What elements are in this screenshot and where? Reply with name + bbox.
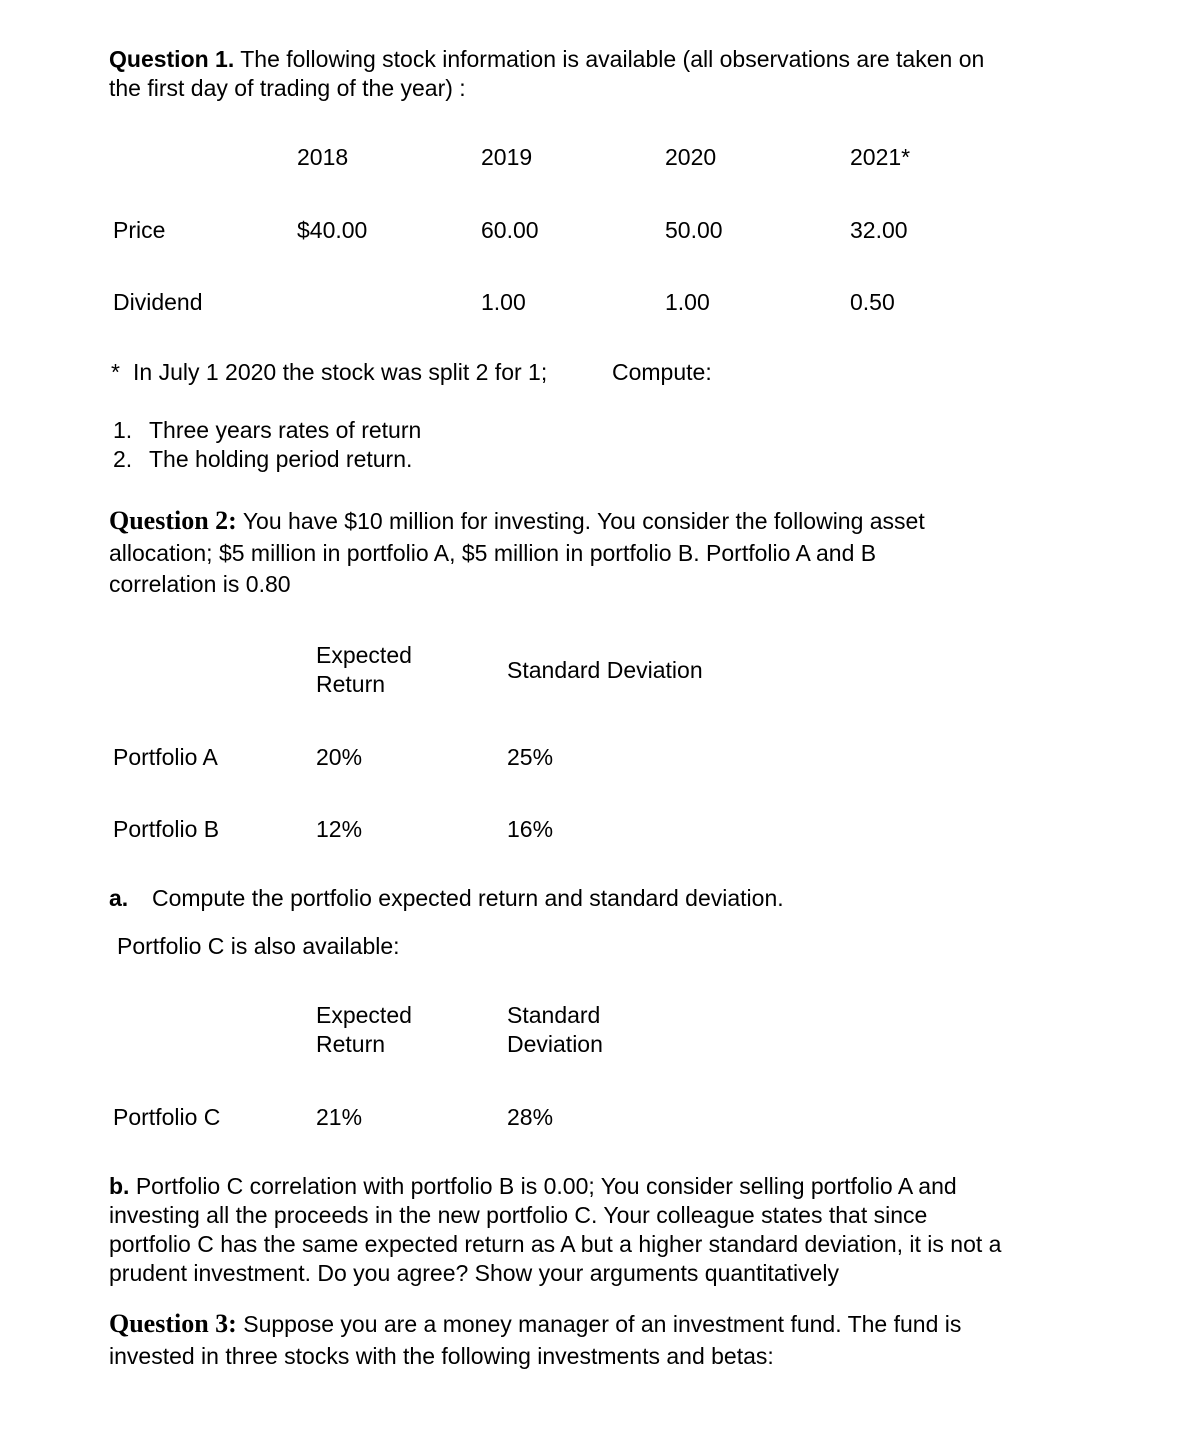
table2-header-std-2: Deviation (507, 1031, 603, 1057)
price-2021: 32.00 (850, 217, 908, 243)
portfolio-c-label: Portfolio C (113, 1104, 221, 1130)
year-header-2020: 2020 (665, 144, 717, 170)
year-header-2019: 2019 (481, 144, 533, 170)
footnote-text: In July 1 2020 the stock was split 2 for 1; (133, 359, 548, 385)
portfolio-a-std: 25% (507, 744, 554, 770)
table2-header-expected-2: Return (316, 1031, 386, 1057)
question-1-intro-line-1: Question 1. The following stock information is available (all observations are taken on (109, 46, 985, 72)
portfolio-c-return: 21% (316, 1104, 363, 1130)
part-b-line-3: portfolio C has the same expected return as A but a higher standard deviation, it is not a (109, 1231, 1002, 1257)
part-a-text: Compute the portfolio expected return and standard deviation. (152, 885, 784, 911)
portfolio-b-return: 12% (316, 816, 363, 842)
question-3-heading: Question 3: (109, 1309, 237, 1338)
year-header-2018: 2018 (297, 144, 349, 170)
portfolio-a-return: 20% (316, 744, 363, 770)
list-number-2: 2. (113, 446, 133, 472)
portfolio-c-intro: Portfolio C is also available: (117, 933, 400, 959)
price-2020: 50.00 (665, 217, 723, 243)
dividend-2019: 1.00 (481, 289, 526, 315)
price-row-label: Price (113, 217, 166, 243)
list-number-1: 1. (113, 417, 133, 443)
question-2-line-1: Question 2: You have $10 million for investing. You consider the following asset (109, 506, 925, 535)
table1-header-expected-1: Expected (316, 642, 412, 668)
question-3-line-2: invested in three stocks with the following investments and betas: (109, 1343, 774, 1369)
part-b-line-4: prudent investment. Do you agree? Show your arguments quantitatively (109, 1260, 840, 1286)
part-b-letter: b. (109, 1173, 130, 1199)
portfolio-b-std: 16% (507, 816, 554, 842)
dividend-2020: 1.00 (665, 289, 710, 315)
footnote-star: * (111, 359, 120, 385)
list-item-1: Three years rates of return (149, 417, 422, 443)
compute-label: Compute: (612, 359, 712, 385)
table1-header-std: Standard Deviation (507, 657, 703, 683)
list-item-2: The holding period return. (149, 446, 413, 472)
table1-header-expected-2: Return (316, 671, 386, 697)
portfolio-c-std: 28% (507, 1104, 554, 1130)
question-2-line-2: allocation; $5 million in portfolio A, $5 million in portfolio B. Portfolio A and B (109, 540, 877, 566)
question-2-heading: Question 2: (109, 506, 237, 535)
question-1-heading: Question 1. (109, 46, 235, 72)
table2-header-std-1: Standard (507, 1002, 601, 1028)
portfolio-b-label: Portfolio B (113, 816, 220, 842)
part-b-line-1: b. Portfolio C correlation with portfolio B is 0.00; You consider selling portfolio A and (109, 1173, 957, 1199)
part-b-line-2: investing all the proceeds in the new portfolio C. Your colleague states that since (109, 1202, 928, 1228)
portfolio-a-label: Portfolio A (113, 744, 218, 770)
price-2019: 60.00 (481, 217, 539, 243)
dividend-row-label: Dividend (113, 289, 203, 315)
table2-header-expected-1: Expected (316, 1002, 412, 1028)
question-1-intro-line-2: the first day of trading of the year) : (109, 75, 466, 101)
part-a-letter: a. (109, 885, 129, 911)
question-3-line-1: Question 3: Suppose you are a money manager of an investment fund. The fund is (109, 1309, 962, 1338)
price-2018: $40.00 (297, 217, 368, 243)
year-header-2021: 2021* (850, 144, 911, 170)
question-2-line-3: correlation is 0.80 (109, 571, 291, 597)
dividend-2021: 0.50 (850, 289, 895, 315)
